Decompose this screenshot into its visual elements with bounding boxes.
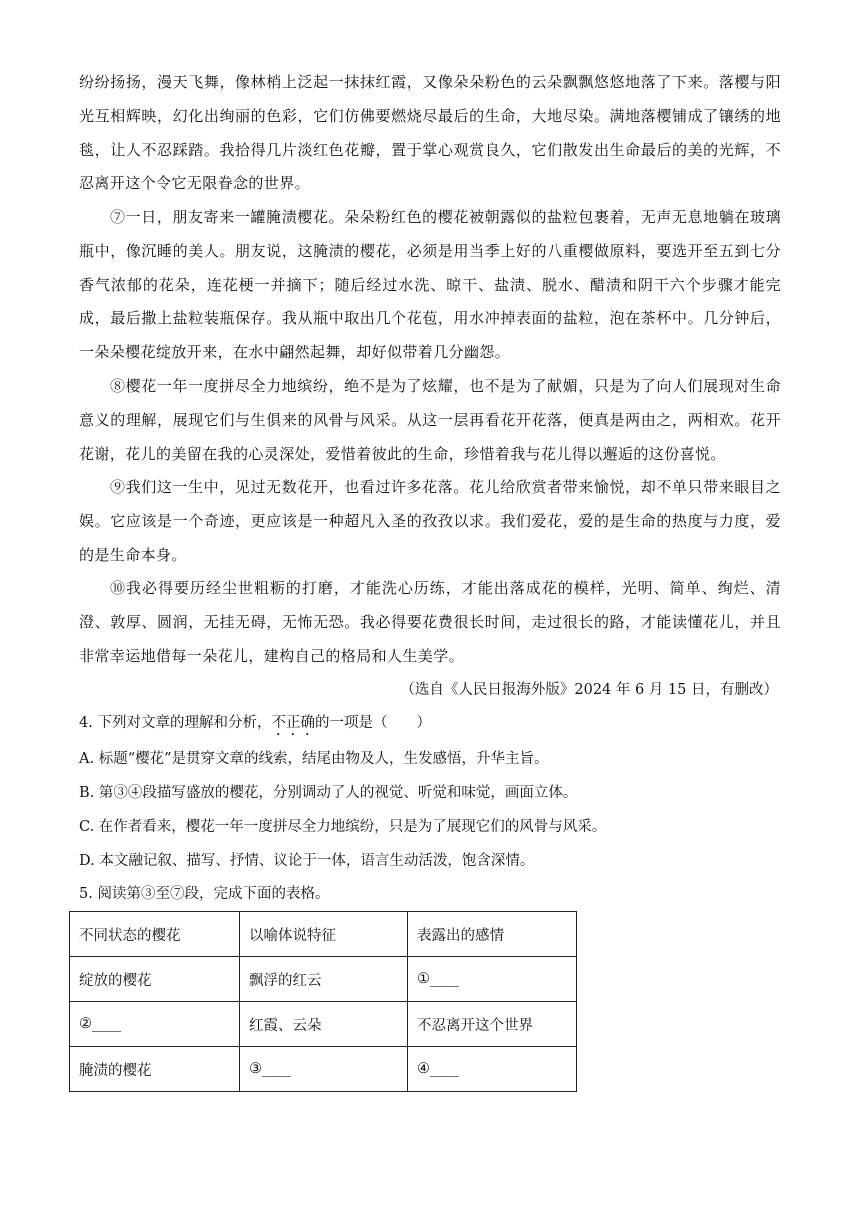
table-row	[70, 1047, 577, 1092]
question-4-emphasis: 不正确	[271, 715, 315, 731]
table-cell: 不忍离开这个世界	[408, 1002, 577, 1047]
article-paragraph-10: ⑩我必得要历经尘世粗粝的打磨，才能洗心历练，才能出落成花的模样，光明、简单、绚烂、清澄、敦厚、圆润，无挂无碍，无怖无恐。我必得要花费很长时间，走过很长的路，才能读懂花儿，并且非常幸运地借每一朵花儿，建构自己的格局和人生美学。	[79, 579, 781, 665]
question-5-table	[69, 911, 577, 1092]
article-paragraph-7: ⑦一日，朋友寄来一罐腌渍樱花。朵朵粉红色的樱花被朝露似的盐粒包裹着，无声无息地躺在玻璃瓶中，像沉睡的美人。朋友说，这腌渍的樱花，必须是用当季上好的八重樱做原料，要选开至五到七分香气浓郁的花朵，连花梗一并摘下；随后经过水洗、晾干、盐渍、脱水、醋渍和阴干六个步骤才能完成，最后撒上盐粒装瓶保存。我从瓶中取出几个花苞，用水冲掉表面的盐粒，泡在茶杯中。几分钟后，一朵朵樱花绽放开来，在水中翩然起舞，却好似带着几分幽怨。	[79, 208, 781, 362]
table-cell: 飘浮的红云	[240, 957, 408, 1002]
table-cell: 腌渍的樱花	[70, 1047, 240, 1092]
table-header-cell: 表露出的感情	[408, 912, 577, 957]
article-paragraph-8: ⑧樱花一年一度拼尽全力地缤纷，绝不是为了炫耀，也不是为了献媚，只是为了向人们展现对生命意义的理解，展现它们与生俱来的风骨与风采。从这一层再看花开花落，便真是两由之，两相欢。花开花谢，花儿的美留在我的心灵深处，爱惜着彼此的生命，珍惜着我与花儿得以邂逅的这份喜悦。	[79, 377, 781, 463]
table-row	[70, 1002, 577, 1047]
table-blank-cell: ①____	[408, 957, 577, 1002]
table-header-cell: 以喻体说特征	[240, 912, 408, 957]
question-4-stem-after: 的一项是（ ）	[314, 715, 431, 731]
question-4-option-b: B. 第③④段描写盛放的樱花，分别调动了人的视觉、听觉和味觉，画面立体。	[79, 785, 578, 801]
article-source: （选自《人民日报海外版》2024 年 6 月 15 日，有删改）	[400, 682, 778, 698]
table-row	[70, 957, 577, 1002]
article-paragraph-6-continued: 纷纷扬扬，漫天飞舞，像林梢上泛起一抹抹红霞，又像朵朵粉色的云朵飘飘悠悠地落了下来。落樱与阳光互相辉映，幻化出绚丽的色彩，它们仿佛要燃烧尽最后的生命，大地尽染。满地落樱铺成了镶绣的地毯，让人不忍踩踏。我拾得几片淡红色花瓣，置于掌心观赏良久，它们散发出生命最后的美的光辉，不忍离开这个令它无限眷念的世界。	[79, 73, 781, 193]
question-4-stem-before: 4. 下列对文章的理解和分析，	[79, 715, 272, 731]
table-cell: 红霞、云朵	[240, 1002, 408, 1047]
table-blank-cell: ③____	[240, 1047, 408, 1092]
question-4-option-a: A. 标题“樱花”是贯穿文章的线索，结尾由物及人，生发感悟，升华主旨。	[79, 751, 549, 767]
question-4-option-c: C. 在作者看来，樱花一年一度拼尽全力地缤纷，只是为了展现它们的风骨与风采。	[79, 819, 607, 835]
question-4-stem	[79, 709, 799, 739]
table-header-row	[70, 912, 577, 957]
table-blank-cell: ④____	[408, 1047, 577, 1092]
question-4-option-d: D. 本文融记叙、描写、抒情、议论于一体，语言生动活泼，饱含深情。	[79, 853, 535, 869]
question-5-stem: 5. 阅读第③至⑦段，完成下面的表格。	[79, 886, 330, 902]
table-header-cell: 不同状态的樱花	[70, 912, 240, 957]
article-paragraph-9: ⑨我们这一生中，见过无数花开，也看过许多花落。花儿给欣赏者带来愉悦，却不单只带来眼目之娱。它应该是一个奇迹，更应该是一种超凡入圣的孜孜以求。我们爱花，爱的是生命的热度与力度，爱的是生命本身。	[79, 478, 781, 564]
table-blank-cell: ②____	[70, 1002, 240, 1047]
table-cell: 绽放的樱花	[70, 957, 240, 1002]
